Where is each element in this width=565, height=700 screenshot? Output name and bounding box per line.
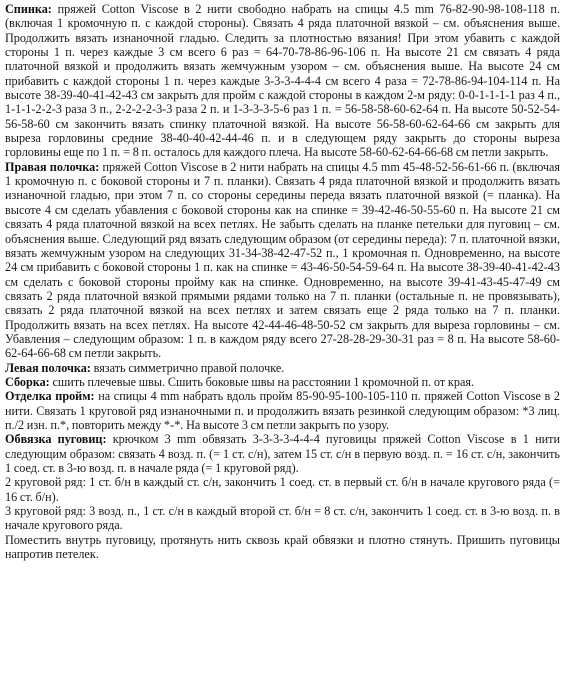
button-crochet-heading: Обвязка пуговиц: xyxy=(5,432,107,447)
left-front-text: вязать симметрично правой полочке. xyxy=(90,360,285,375)
assembly-section xyxy=(5,375,560,389)
left-front-heading: Левая полочка: xyxy=(5,360,91,375)
right-front-section xyxy=(5,160,560,361)
assembly-heading: Сборка: xyxy=(5,374,50,389)
finish-text: Поместить внутрь пуговицу, протянуть нить сквозь край обвязки и плотно стянуть. Пришить пуговицы напротив петелек. xyxy=(5,532,560,562)
back-text: пряжей Cotton Viscose в 2 нити свободно набрать на спицы 4.5 mm 76-82-90-98-108-118 п. (включая 1 кромочную п. с каждой стороны). Связать 4 ряда платочной вязкой – см. объяснения выше. Продолжить вязать изнаночной гладью. Следить за плотностью вязания! При этом убавить с каждой стороны 1 п. через каждые 3 см всего 6 раз = 64-70-78-86-96-106 п. На высоте 21 см связать 4 ряда платочной вязкой и продолжить вязать жемчужным узором – см. объяснения выше. На высоте 24 см прибавить с каждой стороны 1 п. через каждые 3-3-3-4-4-4 см всего 4 раза = 72-78-86-94-104-114 п. На высоте 38-39-40-41-42-43 см закрыть для пройм с каждой стороны в каждом 2-м ряду: 0-0-1-1-1-1 раз 4 п., 1-1-1-2-2-3 раза 3 п., 2-2-2-2-3-3 раза 2 п. и 1-3-3-3-5-6 раз 1 п. = 56-58-58-60-62-64 п. На высоте 50-52-54-56-58-60 см закончить вязать спинку платочной вязкой. На высоте 56-58-60-62-64-66 см закрыть для выреза горловины средние 38-40-40-42-44-46 п. и в следующем ряду закрыть до стороны выреза горловины еще по 1 п. = 8 п. осталось для каждого плеча. На высоте 58-60-62-64-66-68 см петли закрыть. xyxy=(5,2,560,160)
button-crochet-section xyxy=(5,432,560,475)
button-crochet-text: крючком 3 mm обвязать 3-3-3-3-4-4-4 пуговицы пряжей Cotton Viscose в 1 нити следующим образом: связать 4 возд. п. (= 1 ст. с/н), затем 15 ст. с/н в первую возд. п. = 16 ст. с/н, закончить 1 соед. ст. в 3-ю возд. п. в начале ряда (= 1 круговой ряд). xyxy=(5,432,560,475)
armhole-edging-text: на спицы 4 mm набрать вдоль пройм 85-90-95-100-105-110 п. пряжей Cotton Viscose в 2 нити. Связать 1 круговой ряд изнаночными п. и продолжить вязать резинкой следующим образом: *3 лиц. п./2 изн. п.*, повторить между *-*. На высоте 3 см петли закрыть по узору. xyxy=(5,389,560,432)
right-front-text: пряжей Cotton Viscose в 2 нити набрать на спицы 4.5 mm 45-48-52-56-61-66 п. (включая 1 кромочную п. с боковой стороны и 7 п. планки). Связать 4 ряда платочной вязкой и продолжить вязать изнаночной гладью, при этом 7 п. со стороны середины переда вязать платочной вязкой (= планка). На высоте 4 см сделать убавления с боковой стороны как на спинке = 39-42-46-50-55-60 п. На высоте 21 см связать 4 ряда платочной вязкой на всех петлях. Не забыть сделать на планке петельки для пуговиц – см. объяснения выше. Следующий ряд вязать следующим образом (от середины переда): 7 п. платочной вязки, вязать жемчужным узором на следующих 31-34-38-42-47-52 п., 1 кромочная п. Одновременно, на высоте 24 см прибавить с боковой стороны 1 п. как на спинке = 43-46-50-54-59-64 п. На высоте 38-39-40-41-42-43 см сделать с боковой стороны пройму как на спинке. Одновременно, на высоте 39-41-43-45-47-49 см связать 2 ряда платочной вязкой прямыми рядами только на 7 п. планки (остальные п. не провязывать), связать 2 ряда платочной вязкой на всех петлях и затем связать еще 2 ряда только на 7 п. планки. Продолжить вязать на всех петлях. На высоте 42-44-46-48-50-52 см закрыть для выреза горловины – см. Убавления – следующим образом: 1 п. в каждом ряду всего 27-28-28-29-30-31 раз = 8 п. На высоте 58-60-62-64-66-68 см петли закрыть. xyxy=(5,159,560,361)
round-2-paragraph xyxy=(5,475,560,504)
armhole-edging-heading: Отделка пройм: xyxy=(5,389,95,404)
left-front-section xyxy=(5,361,560,375)
assembly-text: сшить плечевые швы. Сшить боковые швы на расстоянии 1 кромочной п. от края. xyxy=(49,374,475,389)
round-2-text: 2 круговой ряд: 1 ст. б/н в каждый ст. с/н, закончить 1 соед. ст. в первый ст. б/н в начале кругового ряда (= 16 ст. б/н). xyxy=(5,475,560,504)
round-3-text: 3 круговой ряд: 3 возд. п., 1 ст. с/н в каждый второй ст. б/н = 8 ст. с/н, закончить 1 соед. ст. в 3-ю возд. п. в начале кругового ряда. xyxy=(5,504,560,533)
right-front-heading: Правая полочка: xyxy=(5,159,100,174)
armhole-edging-section xyxy=(5,389,560,432)
round-3-paragraph xyxy=(5,504,560,533)
finish-paragraph xyxy=(5,533,560,562)
back-section xyxy=(5,2,560,160)
back-heading: Спинка: xyxy=(5,2,52,16)
